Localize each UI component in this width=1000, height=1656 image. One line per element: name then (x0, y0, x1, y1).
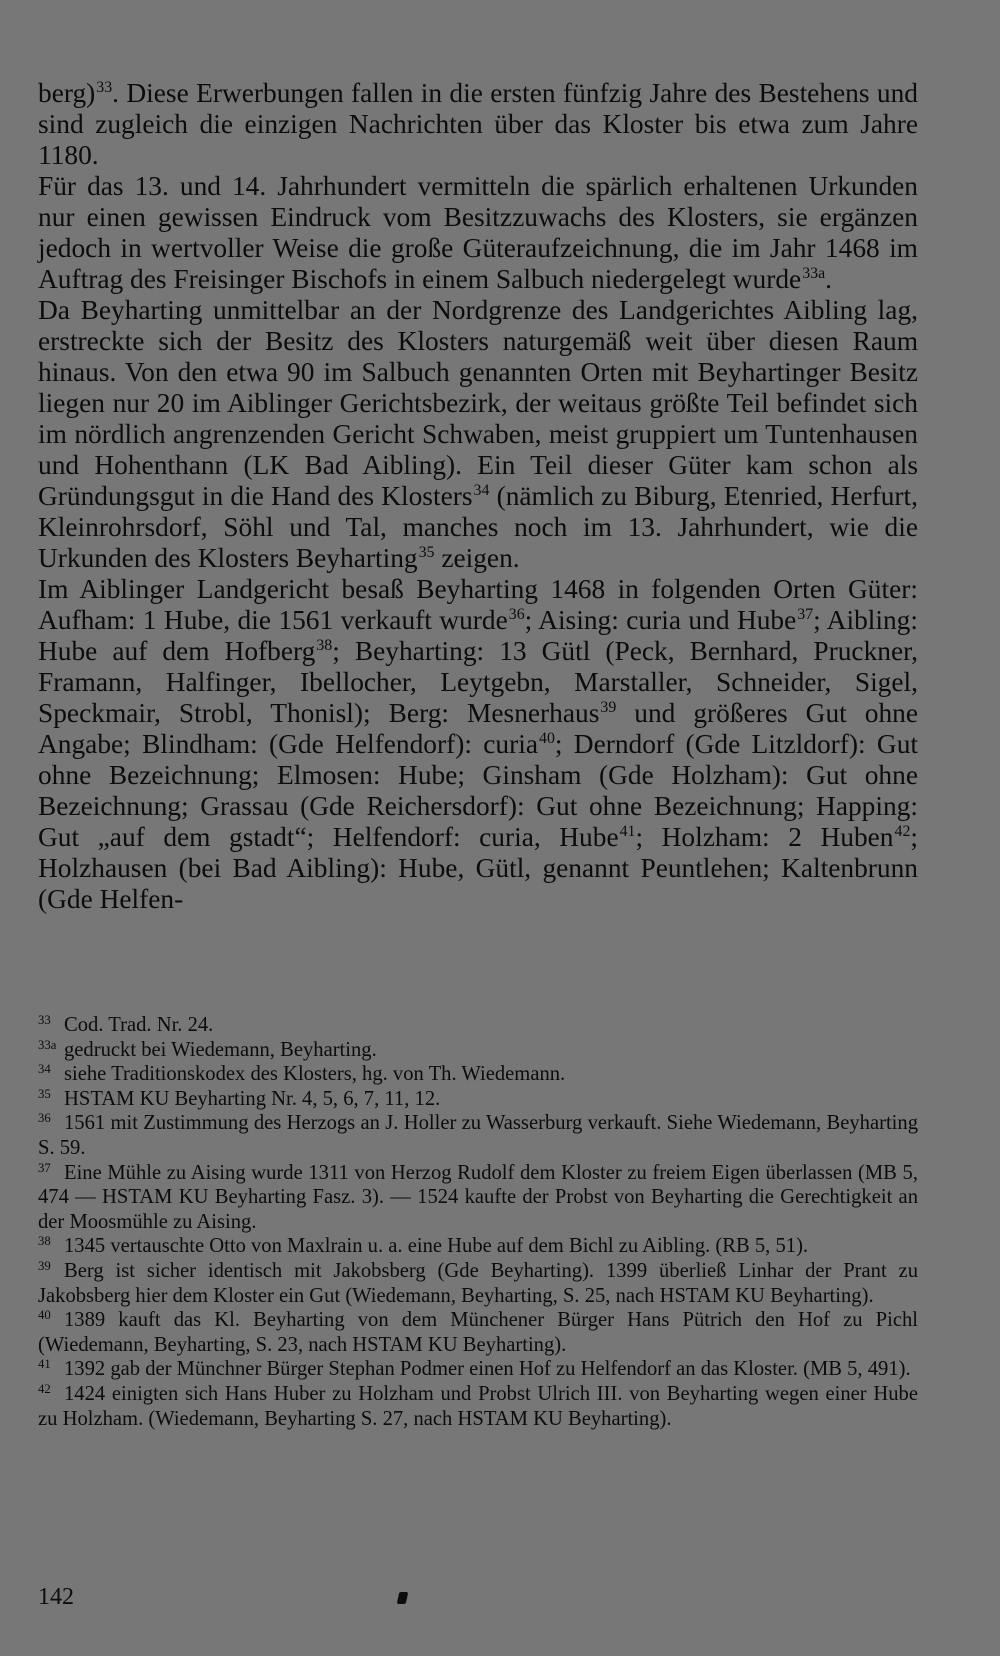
text-run: . (825, 264, 832, 294)
text-run: (nämlich zu Biburg, Etenried, Herfurt, Kleinrohrsdorf, Söhl und Tal, manches noch im 13. Jahrhundert, wie die Urkunden des Klosters Beyharting (38, 481, 918, 573)
footnote-ref: 38 (316, 637, 333, 655)
text-run: ; Derndorf (Gde Litzldorf): Gut ohne Bezeichnung; Elmosen: Hube; Ginsham (Gde Holzham): Gut ohne Bezeichnung; Grassau (Gde Reichersdorf): Gut ohne Bezeichnung; Happing: Gut „auf dem gstadt“; Helfendorf: curia, Hube (38, 729, 918, 852)
text-run: Im Aiblinger Landgericht besaß Beyharting 1468 in folgenden Orten Güter: Aufham: 1 Hube, die 1561 verkauft wurde (38, 574, 918, 635)
footnote-ref: 42 (894, 823, 911, 841)
footnote-text: Berg ist sicher identisch mit Jakobsberg (Gde Beyharting). 1399 überließ Linhar der Prant zu Jakobsberg hier dem Kloster ein Gut (Wiedemann, Beyharting, S. 25, nach HSTAM KU Beyharting). (38, 1259, 918, 1307)
footnote: 35 HSTAM KU Beyharting Nr. 4, 5, 6, 7, 11, 12. (38, 1086, 441, 1110)
footnote: 39 Berg ist sicher identisch mit Jakobsberg (Gde Beyharting). 1399 überließ Linhar der Prant zu Jakobsberg hier dem Kloster ein Gut (Wiedemann, Beyharting, S. 25, nach HSTAM KU Beyharting). (38, 1258, 918, 1307)
footnote-ref: 36 (508, 606, 525, 624)
paragraph-3 (38, 295, 918, 574)
page-number: 142 (38, 1584, 74, 1610)
text-run: ; Beyharting: 13 Gütl (Peck, Bernhard, Pruckner, Framann, Halfinger, Ibellocher, Leytgebn, Marstaller, Schneider, Sigel, Speckmair, Strobl, Thonisl); Berg: Mesnerhaus (38, 636, 918, 728)
footnote-ref: 40 (539, 730, 555, 748)
footnote-text: siehe Traditionskodex des Klosters, hg. von Th. Wiedemann. (64, 1063, 566, 1086)
text-run: ; Holzham: 2 Huben (635, 822, 894, 852)
footnote-ref: 37 (797, 606, 814, 624)
footnote-text: 1424 einigten sich Hans Huber zu Holzham und Probst Ulrich III. von Beyharting wegen einer Hube zu Holzham. (Wiedemann, Beyharting S. 27, nach HSTAM KU Beyharting). (38, 1382, 918, 1430)
main-text (38, 78, 918, 915)
footnote-text: Cod. Trad. Nr. 24. (64, 1014, 214, 1036)
paragraph-4 (38, 574, 918, 915)
text-run: ; Holzhausen (bei Bad Aibling): Hube, Gütl, genannt Peuntlehen; Kaltenbrunn (Gde Helfen- (38, 822, 918, 914)
footnote-text: Eine Mühle zu Aising wurde 1311 von Herzog Rudolf dem Kloster zu freiem Eigen überlassen (MB 5, 474 — HSTAM KU Beyharting Fasz. 3). — 1524 kaufte der Probst von Beyharting die Gerechtigkeit an der Moosmühle zu Aising. (38, 1161, 918, 1233)
footnote-ref: 39 (600, 699, 617, 717)
footnote: 36 1561 mit Zustimmung des Herzogs an J. Holler zu Wasserburg verkauft. Siehe Wiedemann, Beyharting S. 59. (38, 1111, 918, 1159)
footnote-ref: 35 (418, 544, 435, 562)
footnote-ref: 41 (619, 823, 636, 841)
text-run: berg) (38, 78, 96, 108)
footnote-text: 1345 vertauschte Otto von Maxlrain u. a. eine Hube auf dem Bichl zu Aibling. (RB 5, 51). (64, 1235, 809, 1258)
footnote: 37 Eine Mühle zu Aising wurde 1311 von Herzog Rudolf dem Kloster zu freiem Eigen überlassen (MB 5, 474 — HSTAM KU Beyharting Fasz. 3). — 1524 kaufte der Probst von Beyharting die Gerechtigkeit an der Moosmühle zu Aising. (38, 1160, 918, 1233)
text-run: Für das 13. und 14. Jahrhundert vermitteln die spärlich erhaltenen Urkunden nur einen gewissen Eindruck vom Besitzzuwachs des Klosters, sie ergänzen jedoch in wertvoller Weise die große Güteraufzeichnung, die im Jahr 1468 im Auftrag des Freisinger Bischofs in einem Salbuch niedergelegt wurde (38, 171, 918, 294)
footnote-text: HSTAM KU Beyharting Nr. 4, 5, 6, 7, 11, 12. (64, 1087, 441, 1110)
paragraph-1 (38, 78, 918, 171)
footnote-text: 1389 kauft das Kl. Beyharting von dem Münchener Bürger Hans Pütrich den Hof zu Pichl (Wiedemann, Beyharting, S. 23, nach HSTAM KU Beyharting). (38, 1309, 918, 1356)
footnote-ref: 33 (96, 79, 113, 97)
footnote-ref: 33a (802, 265, 826, 283)
footnote-text: gedruckt bei Wiedemann, Beyharting. (64, 1038, 377, 1061)
text-run: . Diese Erwerbungen fallen in die ersten fünfzig Jahre des Bestehens und sind zugleich die einzigen Nachrichten über das Kloster bis etwa zum Jahre 1180. (38, 78, 918, 170)
text-run: zeigen. (434, 543, 520, 573)
footnote: 40 1389 kauft das Kl. Beyharting von dem Münchener Bürger Hans Pütrich den Hof zu Pichl (Wiedemann, Beyharting, S. 23, nach HSTAM KU Beyharting). (38, 1308, 918, 1356)
footnote: 33 Cod. Trad. Nr. 24. (38, 1012, 214, 1036)
footnote: 41 1392 gab der Münchner Bürger Stephan Podmer einen Hof zu Helfendorf an das Kloster. (MB 5, 491). (38, 1357, 911, 1381)
footnote-ref: 34 (473, 482, 490, 500)
footnote: 42 1424 einigten sich Hans Huber zu Holzham und Probst Ulrich III. von Beyharting wegen einer Hube zu Holzham. (Wiedemann, Beyharting S. 27, nach HSTAM KU Beyharting). (38, 1381, 918, 1430)
paragraph-2 (38, 171, 918, 295)
text-run: ; Aising: curia und Hube (524, 605, 797, 635)
footnote: 34 siehe Traditionskodex des Klosters, hg. von Th. Wiedemann. (38, 1062, 566, 1086)
text-run: und größeres Gut ohne Angabe; Blindham: (Gde Helfendorf): curia (38, 698, 918, 759)
footnotes (38, 1013, 918, 1431)
footnote: 33a gedruckt bei Wiedemann, Beyharting. (38, 1037, 377, 1061)
text-run: Da Beyharting unmittelbar an der Nordgrenze des Landgerichtes Aibling lag, erstreckte sich der Besitz des Klosters naturgemäß weit über diesen Raum hinaus. Von den etwa 90 im Salbuch genannten Orten mit Beyhartinger Besitz liegen nur 20 im Aiblinger Gerichtsbezirk, der weitaus größte Teil befindet sich im nördlich angrenzenden Gericht Schwaben, meist gruppiert um Tuntenhausen und Hohenthann (LK Bad Aibling). Ein Teil dieser Güter kam schon als Gründungsgut in die Hand des Klosters (38, 295, 918, 511)
text-run: ; Aibling: Hube auf dem Hofberg (38, 605, 918, 666)
footnote: 38 1345 vertauschte Otto von Maxlrain u. a. eine Hube auf dem Bichl zu Aibling. (RB 5, 51). (38, 1234, 809, 1258)
footnote-text: 1392 gab der Münchner Bürger Stephan Podmer einen Hof zu Helfendorf an das Kloster. (MB 5, 491). (64, 1358, 911, 1381)
ink-mark (397, 1592, 409, 1604)
footnote-text: 1561 mit Zustimmung des Herzogs an J. Holler zu Wasserburg verkauft. Siehe Wiedemann, Beyharting S. 59. (38, 1112, 918, 1159)
